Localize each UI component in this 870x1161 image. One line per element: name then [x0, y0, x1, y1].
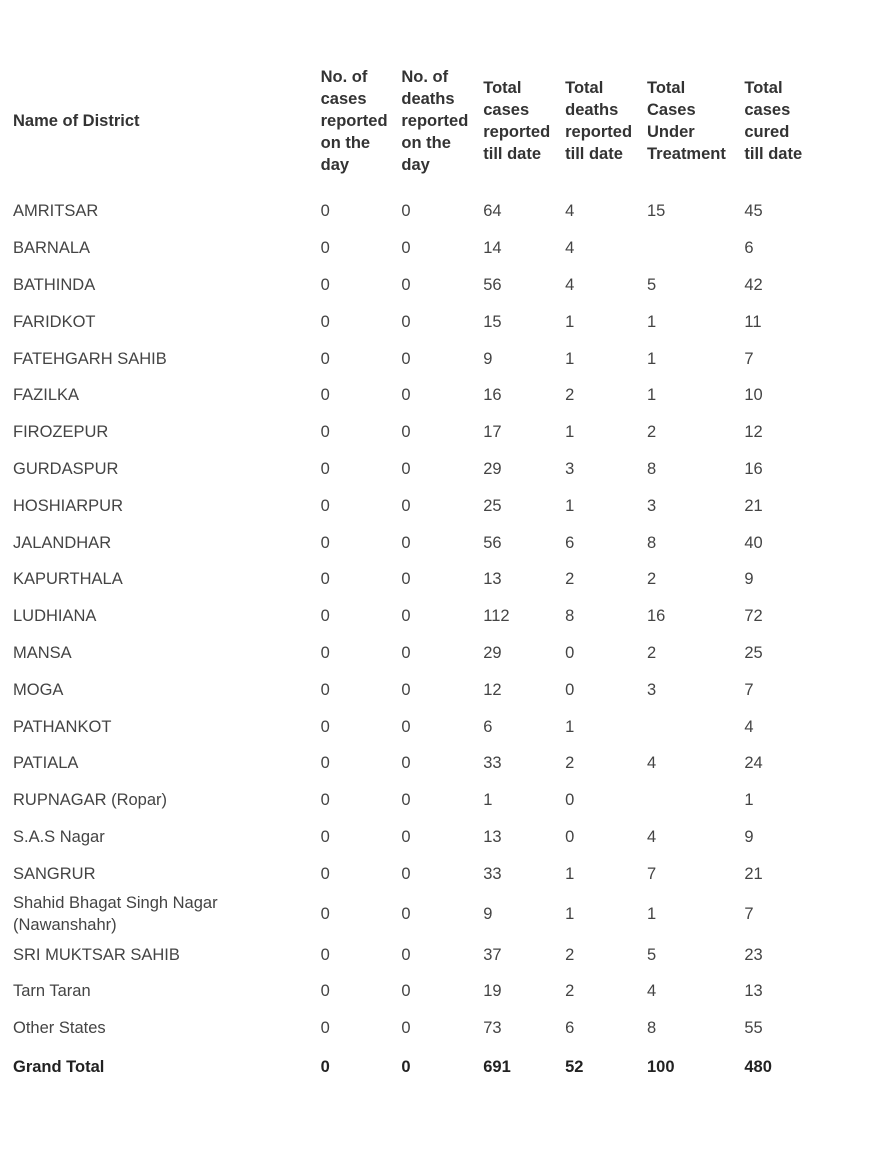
- cured-cell: 21: [744, 496, 763, 515]
- total-deaths-cell: 2: [565, 754, 575, 773]
- table-row: [7, 598, 817, 635]
- district-name: BATHINDA: [13, 275, 96, 294]
- under-treatment-cell: 2: [647, 570, 657, 589]
- total-deaths-cell: 6: [565, 533, 575, 552]
- cured-cell: 7: [744, 349, 754, 368]
- cured-cell: 21: [744, 864, 763, 883]
- cured-cell: 45: [744, 202, 763, 221]
- deaths-day-cell: 0: [401, 239, 411, 258]
- district-name: LUDHIANA: [13, 607, 97, 626]
- total-deaths-cell: 0: [565, 643, 575, 662]
- total-deaths-cell: 0: [565, 791, 575, 810]
- deaths-day-cell: 0: [401, 202, 411, 221]
- under-treatment-cell: 2: [647, 423, 657, 442]
- deaths-day-cell: 0: [401, 827, 411, 846]
- table-row: [7, 973, 817, 1010]
- cases-day-cell: 0: [320, 982, 330, 1001]
- total-deaths-cell: 4: [565, 239, 575, 258]
- total-cases-cell: 33: [483, 754, 502, 773]
- cases-day-cell: 0: [320, 275, 330, 294]
- header-total-cases: Total cases reported till date: [483, 79, 551, 163]
- cases-day-cell: 0: [320, 717, 330, 736]
- cured-cell: 16: [744, 459, 763, 478]
- cured-cell: 9: [744, 570, 754, 589]
- deaths-day-cell: 0: [401, 349, 411, 368]
- under-treatment-cell: [641, 782, 738, 819]
- total-cases-cell: 64: [483, 202, 502, 221]
- district-name: FAZILKA: [13, 386, 80, 405]
- under-treatment-cell: 4: [647, 827, 657, 846]
- district-name: S.A.S Nagar: [13, 827, 105, 846]
- total-cases-cell: 29: [483, 459, 502, 478]
- under-treatment-cell: [641, 708, 738, 745]
- district-name: JALANDHAR: [13, 533, 112, 552]
- table-row: [7, 377, 817, 414]
- total-cases-cell: 9: [483, 905, 493, 924]
- under-treatment-cell: 16: [647, 607, 666, 626]
- total-deaths-cell: 1: [565, 496, 575, 515]
- total-cases-cell: 6: [483, 717, 493, 736]
- deaths-day-cell: 0: [401, 864, 411, 883]
- under-treatment-cell: 3: [647, 496, 657, 515]
- table-row: [7, 487, 817, 524]
- total-cases-cell: 12: [483, 680, 502, 699]
- cases-day-cell: 0: [320, 945, 330, 964]
- cases-day-cell: 0: [320, 864, 330, 883]
- table-row: [7, 782, 817, 819]
- under-treatment-cell: 8: [647, 533, 657, 552]
- deaths-day-cell: 0: [401, 275, 411, 294]
- cases-day-cell: 0: [320, 239, 330, 258]
- cured-cell: 9: [744, 827, 754, 846]
- total-deaths-cell: 1: [565, 905, 575, 924]
- table-row: [7, 230, 817, 267]
- district-name: Shahid Bhagat Singh Nagar (Nawanshahr): [13, 894, 218, 935]
- header-under-treatment: Total Cases Under Treatment: [647, 79, 726, 163]
- cured-cell: 4: [744, 717, 754, 736]
- deaths-day-cell: 0: [401, 945, 411, 964]
- deaths-day-cell: 0: [401, 643, 411, 662]
- cases-day-cell: 0: [320, 570, 330, 589]
- total-cases-cell: 25: [483, 496, 502, 515]
- deaths-day-cell: 0: [401, 791, 411, 810]
- total-total-deaths-cell: 52: [565, 1057, 584, 1076]
- deaths-day-cell: 0: [401, 423, 411, 442]
- under-treatment-cell: 1: [647, 312, 657, 331]
- total-cases-cell: 13: [483, 570, 502, 589]
- total-deaths-cell: 2: [565, 982, 575, 1001]
- total-cases-cell: 73: [483, 1019, 502, 1038]
- under-treatment-cell: 4: [647, 982, 657, 1001]
- deaths-day-cell: 0: [401, 312, 411, 331]
- under-treatment-cell: 7: [647, 864, 657, 883]
- deaths-day-cell: 0: [401, 982, 411, 1001]
- table-row: [7, 635, 817, 672]
- total-cases-cell: 19: [483, 982, 502, 1001]
- cases-day-cell: 0: [320, 905, 330, 924]
- header-deaths-day: No. of deaths reported on the day: [401, 68, 469, 174]
- table-header: [7, 66, 817, 180]
- district-name: MANSA: [13, 643, 72, 662]
- cases-day-cell: 0: [320, 643, 330, 662]
- cured-cell: 55: [744, 1019, 763, 1038]
- total-deaths-cell: 1: [565, 312, 575, 331]
- total-cases-cell: 16: [483, 386, 502, 405]
- cured-cell: 24: [744, 754, 763, 773]
- cases-day-cell: 0: [320, 496, 330, 515]
- deaths-day-cell: 0: [401, 386, 411, 405]
- cured-cell: 11: [744, 312, 762, 331]
- deaths-day-cell: 0: [401, 905, 411, 924]
- deaths-day-cell: 0: [401, 1019, 411, 1038]
- total-deaths-cell: 2: [565, 386, 575, 405]
- total-under-treatment-cell: 100: [647, 1057, 675, 1076]
- total-total-cases-cell: 691: [483, 1057, 511, 1076]
- table-row: [7, 267, 817, 304]
- district-name: BARNALA: [13, 239, 91, 258]
- total-cases-cell: 56: [483, 533, 502, 552]
- header-spacer: [7, 180, 817, 193]
- header-row: [7, 66, 817, 180]
- total-deaths-cell: 1: [565, 423, 575, 442]
- under-treatment-cell: 3: [647, 680, 657, 699]
- district-name: FARIDKOT: [13, 312, 96, 331]
- cases-day-cell: 0: [320, 349, 330, 368]
- under-treatment-cell: 4: [647, 754, 657, 773]
- cured-cell: 10: [744, 386, 763, 405]
- table-row: [7, 819, 817, 856]
- table-row: [7, 892, 817, 936]
- district-name: HOSHIARPUR: [13, 496, 124, 515]
- under-treatment-cell: [641, 230, 738, 267]
- cases-day-cell: 0: [320, 1019, 330, 1038]
- cases-day-cell: 0: [320, 607, 330, 626]
- district-name: Tarn Taran: [13, 982, 91, 1001]
- total-cases-cell: 33: [483, 864, 502, 883]
- total-cases-cell: 112: [483, 607, 510, 626]
- total-cases-cell: 29: [483, 643, 502, 662]
- district-name: KAPURTHALA: [13, 570, 123, 589]
- total-deaths-cell: 4: [565, 202, 575, 221]
- total-deaths-cell: 8: [565, 607, 575, 626]
- district-name: Other States: [13, 1019, 106, 1038]
- under-treatment-cell: 1: [647, 386, 657, 405]
- cured-cell: 42: [744, 275, 763, 294]
- cases-day-cell: 0: [320, 386, 330, 405]
- total-cases-cell: 14: [483, 239, 502, 258]
- total-deaths-cell: 1: [565, 349, 575, 368]
- district-case-table: [7, 66, 817, 1087]
- deaths-day-cell: 0: [401, 607, 411, 626]
- header-cured: Total cases cured till date: [744, 79, 803, 163]
- district-name: GURDASPUR: [13, 459, 119, 478]
- table-row: [7, 340, 817, 377]
- total-deaths-cell: 3: [565, 459, 575, 478]
- cases-day-cell: 0: [320, 312, 330, 331]
- cases-day-cell: 0: [320, 754, 330, 773]
- cases-day-cell: 0: [320, 423, 330, 442]
- total-deaths-cell: 2: [565, 945, 575, 964]
- grand-total-row: [7, 1047, 817, 1087]
- table-row: [7, 855, 817, 892]
- table-row: [7, 745, 817, 782]
- table-row: [7, 671, 817, 708]
- header-district: Name of District: [13, 112, 140, 130]
- total-deaths-cell: 0: [565, 680, 575, 699]
- cases-day-cell: 0: [320, 680, 330, 699]
- under-treatment-cell: 2: [647, 643, 657, 662]
- table-row: [7, 524, 817, 561]
- table-row: [7, 193, 817, 230]
- district-name: SANGRUR: [13, 864, 96, 883]
- district-name: SRI MUKTSAR SAHIB: [13, 945, 180, 964]
- table-row: [7, 414, 817, 451]
- district-name: MOGA: [13, 680, 64, 699]
- under-treatment-cell: 8: [647, 1019, 657, 1038]
- total-cases-day-cell: 0: [320, 1057, 330, 1076]
- total-cured-cell: 480: [744, 1057, 772, 1076]
- table-row: [7, 561, 817, 598]
- cases-day-cell: 0: [320, 827, 330, 846]
- deaths-day-cell: 0: [401, 680, 411, 699]
- cured-cell: 7: [744, 680, 754, 699]
- cured-cell: 72: [744, 607, 763, 626]
- total-deaths-cell: 1: [565, 864, 575, 883]
- cases-day-cell: 0: [320, 533, 330, 552]
- header-total-deaths: Total deaths reported till date: [565, 79, 633, 163]
- district-name: RUPNAGAR (Ropar): [13, 791, 168, 810]
- total-deaths-cell: 2: [565, 570, 575, 589]
- district-name: PATIALA: [13, 754, 79, 773]
- cured-cell: 13: [744, 982, 763, 1001]
- under-treatment-cell: 1: [647, 905, 657, 924]
- total-deaths-cell: 0: [565, 827, 575, 846]
- deaths-day-cell: 0: [401, 459, 411, 478]
- total-cases-cell: 56: [483, 275, 502, 294]
- district-name: PATHANKOT: [13, 717, 112, 736]
- total-cases-cell: 9: [483, 349, 493, 368]
- total-cases-cell: 15: [483, 312, 502, 331]
- total-deaths-cell: 1: [565, 717, 575, 736]
- cases-day-cell: 0: [320, 202, 330, 221]
- total-cases-cell: 13: [483, 827, 502, 846]
- cured-cell: 23: [744, 945, 763, 964]
- cases-day-cell: 0: [320, 459, 330, 478]
- under-treatment-cell: 8: [647, 459, 657, 478]
- cured-cell: 6: [744, 239, 754, 258]
- table-row: [7, 303, 817, 340]
- deaths-day-cell: 0: [401, 754, 411, 773]
- district-name: FATEHGARH SAHIB: [13, 349, 167, 368]
- cured-cell: 12: [744, 423, 763, 442]
- cases-day-cell: 0: [320, 791, 330, 810]
- total-cases-cell: 1: [483, 791, 493, 810]
- cured-cell: 1: [744, 791, 754, 810]
- header-cases-day: No. of cases reported on the day: [320, 68, 388, 174]
- table-body: [7, 180, 817, 1087]
- district-name: AMRITSAR: [13, 202, 99, 221]
- table-row: [7, 708, 817, 745]
- cured-cell: 7: [744, 905, 754, 924]
- table-row: [7, 936, 817, 973]
- district-name: FIROZEPUR: [13, 423, 109, 442]
- cured-cell: 25: [744, 643, 763, 662]
- table-row: [7, 451, 817, 488]
- under-treatment-cell: 1: [647, 349, 657, 368]
- total-district-name: Grand Total: [13, 1057, 105, 1076]
- total-deaths-cell: 6: [565, 1019, 575, 1038]
- deaths-day-cell: 0: [401, 533, 411, 552]
- deaths-day-cell: 0: [401, 717, 411, 736]
- table-row: [7, 1010, 817, 1047]
- total-deaths-cell: 4: [565, 275, 575, 294]
- total-deaths-day-cell: 0: [401, 1057, 411, 1076]
- deaths-day-cell: 0: [401, 496, 411, 515]
- total-cases-cell: 37: [483, 945, 502, 964]
- under-treatment-cell: 5: [647, 275, 657, 294]
- under-treatment-cell: 15: [647, 202, 666, 221]
- under-treatment-cell: 5: [647, 945, 657, 964]
- deaths-day-cell: 0: [401, 570, 411, 589]
- cured-cell: 40: [744, 533, 763, 552]
- total-cases-cell: 17: [483, 423, 502, 442]
